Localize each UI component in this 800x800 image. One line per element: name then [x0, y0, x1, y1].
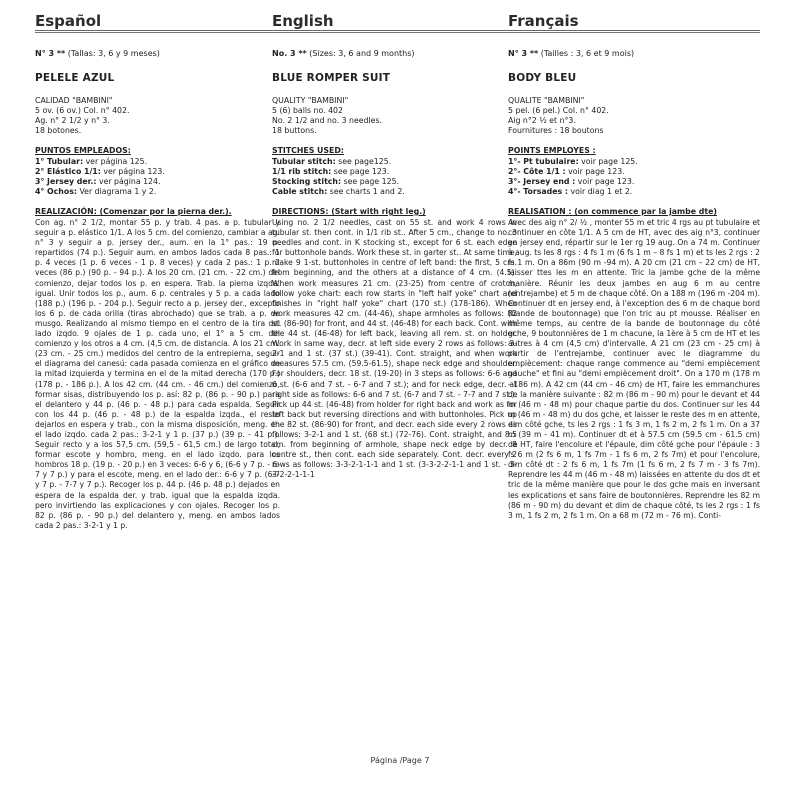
pattern-number-sizes	[272, 49, 517, 58]
material-line: 5 (6) balls no. 402	[272, 106, 343, 115]
material-line: QUALITY "BAMBINI"	[272, 96, 349, 105]
page-footer: Página /Page 7	[370, 756, 430, 765]
material-line: 18 botones.	[35, 126, 82, 135]
stitch-name: 2° Elástico 1/1:	[35, 167, 101, 176]
stitch-name: Stocking stitch:	[272, 177, 342, 186]
stitch-item	[272, 187, 517, 197]
stitch-ref: voir page 123.	[565, 167, 625, 176]
column-spanish	[35, 12, 280, 531]
stitch-name: 4°- Torsades :	[508, 187, 569, 196]
pattern-number: No. 3 **	[272, 49, 307, 58]
stitch-item	[272, 177, 517, 187]
stitches-list	[272, 157, 517, 197]
method-text	[508, 218, 760, 521]
column-english	[272, 12, 517, 480]
stitch-item	[508, 187, 760, 197]
stitch-item	[35, 157, 280, 167]
material-line: CALIDAD "BAMBINI"	[35, 96, 113, 105]
stitch-item	[508, 157, 760, 167]
stitches-list	[35, 157, 280, 197]
pattern-title: BODY BLEU	[508, 72, 577, 84]
materials-list	[508, 96, 760, 136]
stitches-heading: POINTS EMPLOYES :	[508, 146, 596, 155]
materials-list	[35, 96, 280, 136]
method-heading: DIRECTIONS: (Start with right leg.)	[272, 207, 426, 216]
stitch-ref: see charts 1 and 2.	[327, 187, 405, 196]
material-line: 5 pel. (6 pel.) Col. n° 402.	[508, 106, 609, 115]
pattern-number-sizes	[35, 49, 280, 58]
column-french	[508, 12, 760, 521]
stitch-ref: voir page 125.	[578, 157, 638, 166]
pattern-number: N° 3 **	[508, 49, 539, 58]
stitch-item	[272, 167, 517, 177]
stitch-ref: voir diag 1 et 2.	[568, 187, 633, 196]
stitch-item	[35, 177, 280, 187]
stitch-ref: ver página 124.	[96, 177, 161, 186]
language-heading-spanish: Español	[35, 12, 280, 33]
method-paragraph: Con ag. n° 2 1/2, montar 55 p. y trab. 4 pas. a p. tubular y seguir a p. elástico 1/1. A los 5 cm. del comienzo, cambiar a ag. n° 3 y seguir a p. jersey der., aum. en la 1° pas.: 19 p. repartidos (74 p.). Seguir aum. en ambos lados cada 8 pas.: 1 p. 4 veces (1 p. 6 veces - 1 p. 8 veces) y cada 2 pas.: 1 p. 2 veces (86 p.) (90 p. - 94 p.). A los 20 cm. (21 cm. - 22 cm.) del comienzo, dejar todos los p. en espera. Trab. la pierna izqda. igual. Unir todos los p., aum. 6 p. centrales y 5 p. a cada lado (188 p.) (196 p. - 204 p.). Seguir recto a p. jersey der., excepto los 6 p. de cada orilla (tiras abrochado) que se trab. a p. de musgo. Realizando al mismo tiempo en el centro de la tira del lado izqdo. 9 ojales de 1 p. cada uno, el 1° a 5 cm. del comienzo y los otros a 4 cm. (4,5 cm. de distancia. A los 21 cm. (23 cm. - 25 cm.) medidos del centro de la entrepierna, seguir el diagrama del canesú: cada pasada comienza en el gráfico de la mitad izquierda y termina en el de la mitad derecha (170 p.) (178 p. - 186 p.). A los 42 cm. (44 cm. - 46 cm.) del comienzo, formar sisas, distribuyendo los p. así: 82 p. (86 p. - 90 p.) para el delantero y 44 p. (46 p. - 48 p.) para cada espalda. Seguir con los 44 p. (46 p. - 48 p.) de la espalda izqda., el resto dejarlos en espera y trab., con la misma disposición, meng. en el lado izqdo. cada 2 pas.: 3-2-1 y 1 p. (37 p.) (39 p. - 41 p.). Seguir recto y a los 57,5 cm. (59,5 - 61,5 cm.) de largo total, formar escote y hombro, meng. en el lado izqdo. para los hombros 18 p. (19 p. - 20 p.) en 3 veces: 6-6 y 6, (6-6 y 7 p. - 6-7 y 7 p.) y para el escote, meng. en el lado der.: 6-6 y 7 p. (6-7 y 7 p. - 7-7 y 7 p.). Recoger los p. 44 p. (46 p. 48 p.) dejados en espera de la espalda der. y trab. igual que la espalda izqda. pero invirtiendo las explicaciones y con ojales. Recoger los p. 82 p. (86 p. - 90 p.) del delantero y, meng. en ambos lados cada 2 pas.: 3-2-1 y 1 p.	[35, 218, 280, 530]
stitch-item	[272, 157, 517, 167]
stitch-ref: see page 123.	[331, 167, 390, 176]
material-line: Ag. n° 2 1/2 y n° 3.	[35, 116, 110, 125]
stitch-name: 1° Tubular:	[35, 157, 84, 166]
stitch-ref: ver página 123.	[100, 167, 165, 176]
method-heading: REALISATION : (on commence par la jambe dte)	[508, 207, 717, 216]
stitch-ref: see page 125.	[341, 177, 400, 186]
stitch-name: 2°- Côte 1/1 :	[508, 167, 566, 176]
method-text	[272, 218, 517, 480]
stitch-ref: see page125.	[335, 157, 392, 166]
pattern-title: BLUE ROMPER SUIT	[272, 72, 391, 84]
stitch-name: 4° Ochos:	[35, 187, 77, 196]
stitch-name: 1°- Pt tubulaire:	[508, 157, 579, 166]
sizes: (Tailles : 3, 6 et 9 mois)	[540, 49, 635, 58]
stitch-name: Tubular stitch:	[272, 157, 336, 166]
stitches-heading: STITCHES USED:	[272, 146, 344, 155]
stitch-item	[35, 187, 280, 197]
method-heading: REALIZACIÓN: (Comenzar por la pierna der.).	[35, 207, 232, 216]
stitch-ref: Ver diagrama 1 y 2.	[76, 187, 157, 196]
material-line: No. 2 1/2 and no. 3 needles.	[272, 116, 382, 125]
stitch-ref: voir page 123.	[575, 177, 635, 186]
method-paragraph: Using no. 2 1/2 needles, cast on 55 st. and work 4 rows in tubular st. then cont. in 1/1 rib st.. After 5 cm., change to no. 3 needles and cont. in K stocking st., except for 6 st. each edge for buttonhole bands. Work these st. in garter st.. At same time, make 9 1-st. buttonholes in centre of left band: the first, 5 cm. from beginning, and the others at a distance of 4 cm. (4.5). When work measures 21 cm. (23-25) from centre of crotch, follow yoke chart: each row starts in "left half yoke" chart and finishes in "right half yoke" chart (170 st.) (178-186). When work measures 42 cm. (44-46), shape armholes as follows: 82 st. (86-90) for front, and 44 st. (46-48) for each back. Cont. with the 44 st. (46-48) for left back, leaving all rem. st. on holder. Work in same way, decr. at left side every 2 rows as follows: 3-2-1 and 1 st. (37 st.) (39-41). Cont. straight, and when work measures 57.5 cm. (59.5-61.5), shape neck edge and shoulder. For shoulders, decr. 18 st. (19-20) in 3 steps as follows: 6-6 and 6 st. (6-6 and 7 st. - 6-7 and 7 st.); and for neck edge, decr. at right side as follows: 6-6 and 7 st. (6-7 and 7 st. - 7-7 and 7 st.). Pick up 44 st. (46-48) from holder for right back and work as for left back but reversing directions and with buttonholes. Pick up the 82 st. (86-90) for front, and decr. each side every 2 rows as follows: 3-2-1 and 1 st. (68 st.) (72-76). Cont. straight, and 8.5 cm. from beginning of armhole, shape neck edge by decr. 8 centre st., then cont. each side separately. Cont. decr. every 2 rows as follows: 3-3-2-1-1-1 and 1 st. (3-3-2-2-1-1 and 1 st. - 3-3-2-2-1-1-1	[272, 218, 517, 480]
language-heading-english: English	[272, 12, 517, 33]
stitch-name: Cable stitch:	[272, 187, 328, 196]
material-line: 5 ov. (6 ov.) Col. n° 402.	[35, 106, 130, 115]
stitch-ref: ver página 125.	[83, 157, 148, 166]
material-line: Fournitures : 18 boutons	[508, 126, 604, 135]
stitch-name: 3°- Jersey end :	[508, 177, 576, 186]
stitch-item	[35, 167, 280, 177]
pattern-title: PELELE AZUL	[35, 72, 115, 84]
method-text	[35, 218, 280, 531]
stitches-heading: PUNTOS EMPLEADOS:	[35, 146, 131, 155]
pattern-number: N° 3 **	[35, 49, 66, 58]
material-line: 18 buttons.	[272, 126, 317, 135]
material-line: Aig n°2 ½ et n°3.	[508, 116, 576, 125]
materials-list	[272, 96, 517, 136]
sizes: (Tallas: 3, 6 y 9 meses)	[67, 49, 160, 58]
stitch-item	[508, 167, 760, 177]
stitch-item	[508, 177, 760, 187]
pattern-number-sizes	[508, 49, 760, 58]
sizes: (Sizes: 3, 6 and 9 months)	[309, 49, 415, 58]
material-line: QUALITE "BAMBINI"	[508, 96, 585, 105]
language-heading-french: Français	[508, 12, 760, 33]
stitch-name: 3° Jersey der.:	[35, 177, 97, 186]
stitch-name: 1/1 rib stitch:	[272, 167, 332, 176]
stitches-list	[508, 157, 760, 197]
method-paragraph: Avec des aig n° 2/ ½ , monter 55 m et tric 4 rgs au pt tubulaire et continuer en côte 1/1. A 5 cm de HT, avec des aig n°3, continuer en jersey end, répartir sur le 1er rg 19 aug. On a 74 m. Continuer à aug. ts les 8 rgs : 4 fs 1 m (6 fs 1 m – 8 fs 1 m) et ts les 2 rgs : 2 fs 1 m. On a 86m (90 m -94 m). A 20 cm (21 cm – 22 cm) de HT, laisser ttes les m en attente. Tric la jambe gche de la même manière. Réunir les deux jambes en aug 6 m au centre (entrejambe) et 5 m de chaque côté. On a 188 m (196 m -204 m). Continuer dt en jersey end, à l'exception des 6 m de chaque bord (bande de boutonnage) que l'on tric au pt mousse. Réaliser en même temps, au centre de la bande de boutonnage du côté gche, 9 boutonnières de 1 m chacune, la 1ère à 5 cm de HT et les autres à 4 cm (4,5 cm) d'intervalle. A 21 cm (23 cm - 25 cm) à partir de l'entrejambe, continuer avec le diagramme du empiècement: chaque range commence au "demi empiècement gauche" et fini au "demi empiècement droit". On a 170 m (178 m - 186 m). A 42 cm (44 cm - 46 cm) de HT, faire les emmanchures de la manière suivante : 82 m (86 m - 90 m) pour le devant et 44 m (46 m - 48 m) pour chaque partie du dos. Continuer sur les 44 m (46 m - 48 m) du dos gche, et laisser le reste des m en attente, dim côté gche, ts les 2 rgs : 1 fs 3 m, 1 fs 2 m, 2 fs 1 m. On a 37 m (39 m - 41 m). Continuer dt et à 57.5 cm (59.5 cm - 61.5 cm) de HT, faire l'encolure et l'épaule, dim côté gche pour l'épaule : 3 fs 6 m (2 fs 6 m, 1 fs 7m - 1 fs 6 m, 2 fs 7m) et pour l'encolure, dim côté dt : 2 fs 6 m, 1 fs 7m (1 fs 6 m, 2 fs 7 m - 3 fs 7m). Reprendre les 44 m (46 m - 48 m) laissées en attente du dos dt et tric de la même manière que pour le dos gche mais en inversant les explications et sans faire de boutonnières. Reprendre les 82 m (86 m - 90 m) du devant et dim de chaque côté, ts les 2 rgs : 1 fs 3 m, 1 fs 2 m, 2 fs 1 m. On a 68 m (72 m - 76 m). Conti-	[508, 218, 760, 520]
